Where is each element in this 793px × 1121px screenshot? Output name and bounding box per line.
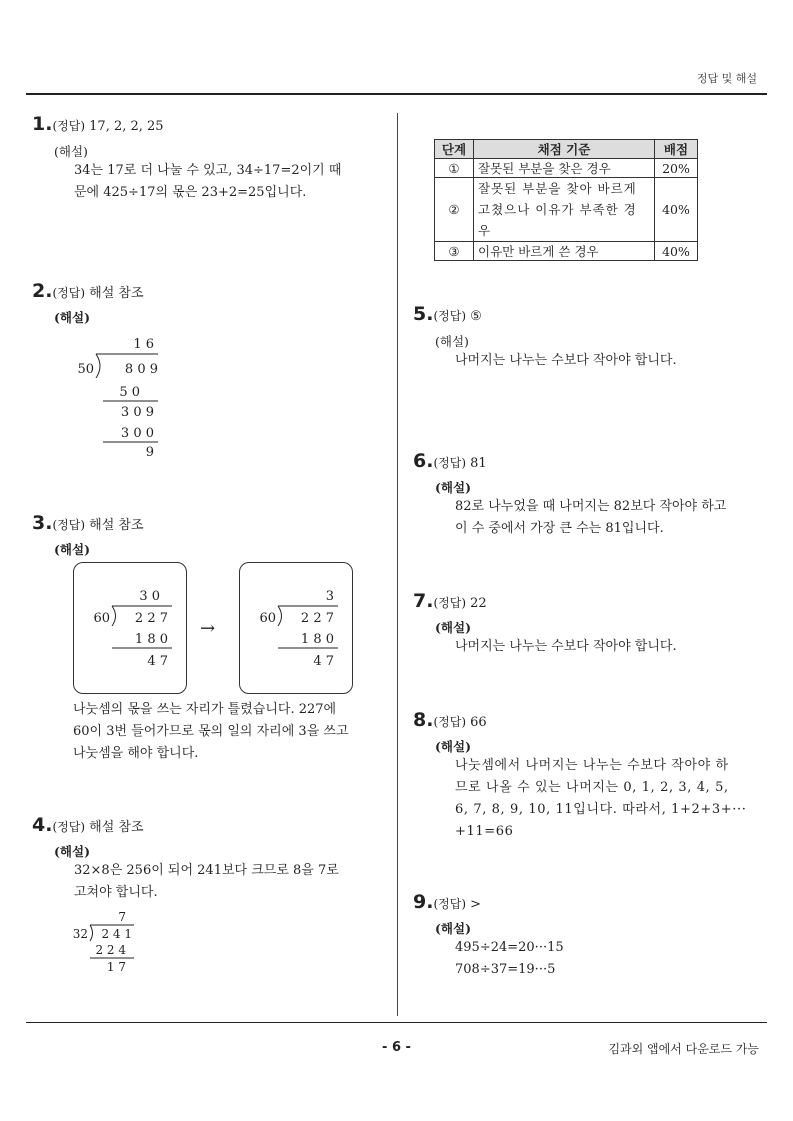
explain-label: (해설) <box>435 739 471 754</box>
step-cell: ② <box>435 178 474 242</box>
question-number: 7. <box>413 590 434 612</box>
grading-table <box>434 139 698 261</box>
answer-value: 해설 참조 <box>89 518 144 533</box>
table-header-row <box>435 140 698 159</box>
answer-label: (정답) <box>52 286 86 300</box>
question-5 <box>413 303 482 325</box>
explanation-line: 495÷24=20···15 <box>455 940 564 955</box>
explanation-text <box>455 755 746 843</box>
answer-value: 해설 참조 <box>89 820 144 835</box>
explanation-line: 82로 나누었을 때 나머지는 82보다 작아야 하고 <box>455 499 727 514</box>
explanation-line: 나머지는 나누는 수보다 작아야 합니다. <box>455 639 677 654</box>
answer-value: 66 <box>470 715 487 730</box>
explanation-line: +11=66 <box>455 824 514 839</box>
question-7 <box>413 590 487 612</box>
quotient: 3 0 <box>139 589 160 604</box>
score-cell: 40% <box>655 178 698 242</box>
explanation-line: 문에 425÷17의 몫은 23+2=25입니다. <box>74 185 307 200</box>
explain-label: (해설) <box>54 144 88 159</box>
explanation-text <box>455 496 726 540</box>
question-number: 5. <box>413 303 434 325</box>
step-product: 5 0 <box>119 385 140 400</box>
step-product: 2 2 4 <box>95 943 126 957</box>
arrow-right: → <box>200 618 216 639</box>
table-row <box>435 178 698 242</box>
explain-label: (해설) <box>54 844 90 859</box>
explanation-line: 나눗셈에서 나머지는 나누는 수보다 작아야 하 <box>455 758 729 773</box>
answer-label: (정답) <box>433 596 467 610</box>
dividend: 2 4 1 <box>101 927 132 941</box>
long-division-q4 <box>72 905 152 977</box>
explain-label: (해설) <box>435 620 471 635</box>
answer-label: (정답) <box>433 715 467 729</box>
table-header: 배점 <box>655 140 698 159</box>
criteria-cell <box>474 242 655 261</box>
table-header: 단계 <box>435 140 474 159</box>
quotient: 1 6 <box>133 337 154 352</box>
page-number: - 6 - <box>382 1040 411 1055</box>
explain-label: (해설) <box>54 310 90 325</box>
answer-label: (정답) <box>52 119 86 133</box>
header-title: 정답 및 해설 <box>696 72 757 85</box>
answer-value: 해설 참조 <box>89 286 144 301</box>
question-8 <box>413 709 487 731</box>
explanation-text <box>455 937 564 981</box>
criteria-line: 우 <box>478 223 492 238</box>
divisor: 32 <box>72 927 88 941</box>
question-3 <box>32 512 144 534</box>
quotient: 7 <box>118 910 126 924</box>
question-4 <box>32 814 144 836</box>
answer-label: (정답) <box>433 309 467 323</box>
remainder: 4 7 <box>147 654 168 669</box>
explanation-line: 34는 17로 더 나눌 수 있고, 34÷17=2이기 때 <box>74 163 342 178</box>
question-number: 1. <box>32 113 53 135</box>
explanation-line: 60이 3번 들어가므로 몫의 일의 자리에 3을 쓰고 <box>73 724 349 739</box>
question-number: 4. <box>32 814 53 836</box>
dividend: 8 0 9 <box>124 362 158 377</box>
question-number: 2. <box>32 280 53 302</box>
divisor: 50 <box>77 362 94 377</box>
table-row <box>435 242 698 261</box>
question-number: 6. <box>413 450 434 472</box>
step-product: 1 8 0 <box>134 632 168 647</box>
explanation-text <box>455 350 677 372</box>
score-cell: 40% <box>655 242 698 261</box>
footer-rule <box>26 1022 767 1023</box>
criteria-line: 이유만 바르게 쓴 경우 <box>478 244 599 259</box>
explanation-line: 6, 7, 8, 9, 10, 11입니다. 따라서, 1+2+3+··· <box>455 802 747 817</box>
header-rule <box>26 93 767 95</box>
explanation-line: 나머지는 나누는 수보다 작아야 합니다. <box>455 353 677 368</box>
remainder: 9 <box>145 445 154 460</box>
answer-label: (정답) <box>433 897 467 911</box>
explanation-line: 므로 나올 수 있는 나머지는 0, 1, 2, 3, 4, 5, <box>455 780 729 795</box>
criteria-cell <box>474 178 655 242</box>
criteria-line: 고쳤으나 이유가 부족한 경 <box>478 202 637 217</box>
answer-value: 17, 2, 2, 25 <box>89 119 164 134</box>
table-header: 채점 기준 <box>474 140 655 159</box>
dividend: 2 2 7 <box>300 611 334 626</box>
long-division-q2 <box>70 330 170 460</box>
remainder: 4 7 <box>313 654 334 669</box>
explanation-text <box>73 699 349 765</box>
question-9 <box>413 891 481 913</box>
explain-label: (해설) <box>435 334 469 349</box>
long-division-q3-right <box>256 582 346 672</box>
score-cell: 20% <box>655 159 698 178</box>
divisor: 60 <box>259 611 276 626</box>
explanation-line: 이 수 중에서 가장 큰 수는 81입니다. <box>455 521 664 536</box>
answer-label: (정답) <box>433 456 467 470</box>
footer-download-note: 김과외 앱에서 다운로드 가능 <box>608 1042 759 1056</box>
answer-value: 22 <box>470 596 487 611</box>
long-division-q3-wrong <box>90 582 180 672</box>
question-number: 9. <box>413 891 434 913</box>
answer-label: (정답) <box>52 820 86 834</box>
quotient: 3 <box>325 589 334 604</box>
question-2 <box>32 280 144 302</box>
answer-label: (정답) <box>52 518 86 532</box>
step-cell: ① <box>435 159 474 178</box>
question-number: 3. <box>32 512 53 534</box>
question-1 <box>32 113 164 135</box>
explanation-line: 나눗셈의 몫을 쓰는 자리가 틀렸습니다. 227에 <box>73 702 337 717</box>
table-row <box>435 159 698 178</box>
column-divider <box>397 113 398 1016</box>
step-cell: ③ <box>435 242 474 261</box>
answer-value: > <box>470 897 482 912</box>
explanation-line: 32×8은 256이 되어 241보다 크므로 8을 7로 <box>74 863 339 878</box>
remainder: 1 7 <box>106 960 126 974</box>
answer-value: ⑤ <box>470 309 482 324</box>
divisor: 60 <box>93 611 110 626</box>
explanation-text <box>74 160 341 204</box>
answer-value: 81 <box>470 456 487 471</box>
step-remainder: 3 0 9 <box>120 405 154 420</box>
explanation-line: 고쳐야 합니다. <box>74 885 158 900</box>
step-product: 1 8 0 <box>300 632 334 647</box>
dividend: 2 2 7 <box>134 611 168 626</box>
explanation-line: 나눗셈을 해야 합니다. <box>73 746 199 761</box>
explain-label: (해설) <box>54 542 90 557</box>
criteria-line: 잘못된 부분을 찾은 경우 <box>478 161 611 176</box>
question-number: 8. <box>413 709 434 731</box>
criteria-cell <box>474 159 655 178</box>
question-6 <box>413 450 487 472</box>
explain-label: (해설) <box>435 921 471 936</box>
explain-label: (해설) <box>435 480 471 495</box>
explanation-text <box>455 636 677 658</box>
explanation-text <box>74 860 339 904</box>
step-product: 3 0 0 <box>120 426 154 441</box>
criteria-line: 잘못된 부분을 찾아 바르게 <box>478 181 637 196</box>
explanation-line: 708÷37=19···5 <box>455 962 556 977</box>
